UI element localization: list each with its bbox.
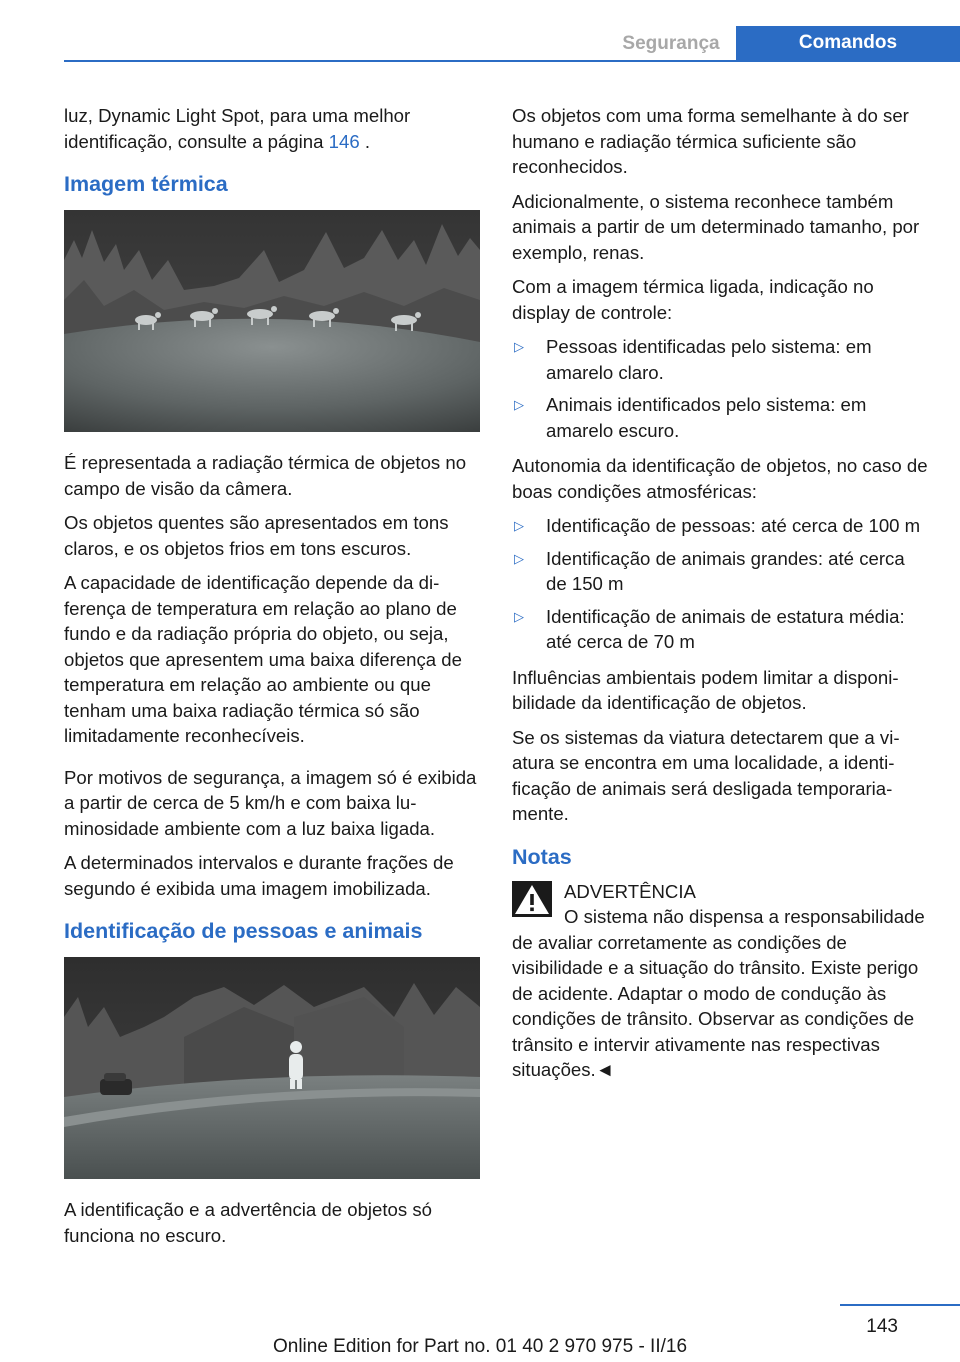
heading-notes: Notas xyxy=(512,844,572,869)
footer-edition: Online Edition for Part no. 01 40 2 970 975 - II/16 xyxy=(272,1336,688,1357)
page-link[interactable]: 146 xyxy=(328,130,360,152)
list-item xyxy=(512,604,930,655)
intro-text: luz, Dynamic Light Spot, para uma melhor identificação, consulte a página xyxy=(64,105,411,152)
intro-end: . xyxy=(359,130,371,152)
list-item-text: Identificação de pessoas: até cerca de 100 m xyxy=(546,515,921,536)
list-item-text: Identificação de animais de estatura média: até cerca de 70 m xyxy=(546,605,905,652)
list-item-text: Animais identificados pelo sistema: em amarelo escuro. xyxy=(546,394,867,441)
list-item xyxy=(512,392,930,443)
triangle-bullet-icon: ▷ xyxy=(514,397,524,412)
heading-detection: Identificação de pessoas e animais xyxy=(64,919,423,943)
list-item xyxy=(512,546,930,597)
thermal-image-figure xyxy=(64,210,480,432)
paragraph: Influências ambientais podem limitar a disponibilidade da identificação de objetos. xyxy=(512,666,899,713)
warning-title: ADVERTÊNCIA xyxy=(564,880,696,902)
paragraph: A determinados intervalos e durante frações de segundo é exibida uma imagem imobilizada. xyxy=(64,852,454,899)
list-item xyxy=(512,334,930,385)
display-indication-list xyxy=(512,334,930,443)
triangle-bullet-icon: ▷ xyxy=(514,550,524,566)
detection-figure xyxy=(64,957,480,1179)
paragraph: A identificação e a advertência de objetos só funciona no escuro. xyxy=(64,1199,432,1246)
paragraph: Autonomia da identificação de objetos, no caso de boas condições atmosféricas: xyxy=(512,455,928,502)
heading-thermal-image: Imagem térmica xyxy=(64,172,228,196)
paragraph: A capacidade de identificação depende da diferença de temperatura em relação ao plano de fundo e da radiação própria do objeto, ou seja, objetos que apresentem uma baixa diferença de temperatura em relação ao ambiente ou que tenham uma baixa radiação térmica só são limitadamente reconhecíveis. xyxy=(64,572,462,746)
triangle-bullet-icon: ▷ xyxy=(514,608,524,624)
warning-triangle-icon xyxy=(512,881,552,917)
warning-text: O sistema não dispensa a responsabilidade de avaliar corretamente as condições de visibilidade e a situação do trânsito. Existe perigo de acidente. Adaptar o modo de condução às condições de trânsito. Observar as condições de trânsito e intervir ativamente nas respectivas situações.◄ xyxy=(512,906,925,1080)
paragraph: Por motivos de segurança, a imagem só é exibida a partir de cerca de 5 km/h e com baixa luminosidade ambiente com a luz baixa ligada. xyxy=(64,766,477,839)
list-item xyxy=(512,513,930,539)
header-section-tab[interactable]: Segurança xyxy=(622,33,720,54)
paragraph: Adicionalmente, o sistema reconhece também animais a partir de um determinado tamanho, por exemplo, renas. xyxy=(512,190,920,263)
paragraph: É representada a radiação térmica de objetos no campo de visão da câmera. xyxy=(64,452,467,499)
list-item-text: Pessoas identificadas pelo sistema: em amarelo claro. xyxy=(546,336,872,383)
right-column xyxy=(512,103,930,1083)
footer-rule xyxy=(840,1304,960,1306)
triangle-bullet-icon: ▷ xyxy=(514,518,524,533)
paragraph: Se os sistemas da viatura detectarem que a viatura se encontra em uma localidade, a identificação de animais será desligada temporariamente. xyxy=(512,726,900,824)
range-list xyxy=(512,513,930,655)
triangle-bullet-icon: ▷ xyxy=(514,339,524,354)
list-item-text: Identificação de animais grandes: até cerca de 150 m xyxy=(546,547,905,594)
page-number: 143 xyxy=(866,1316,898,1337)
paragraph: Com a imagem térmica ligada, indicação no display de controle: xyxy=(512,276,874,323)
header-chapter-tab[interactable]: Comandos xyxy=(736,26,960,62)
paragraph: Os objetos quentes são apresentados em tons claros, e os objetos frios em tons escuros. xyxy=(64,512,449,559)
intro-paragraph xyxy=(64,103,484,154)
left-column xyxy=(64,103,484,1257)
warning-box xyxy=(512,879,930,1083)
paragraph: Os objetos com uma forma semelhante à do ser humano e radiação térmica suficiente são reconhecidos. xyxy=(512,105,909,177)
